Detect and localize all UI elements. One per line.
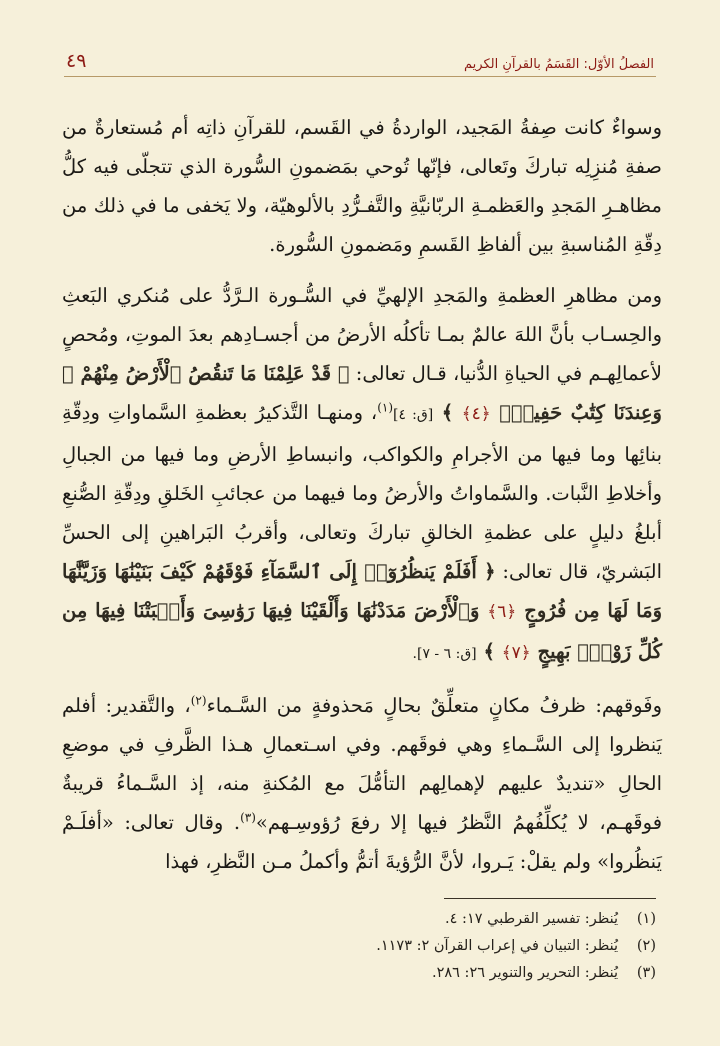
running-title: الفصلُ الأوّل: القَسَمُ بالقرآنِ الكريم (464, 57, 654, 72)
quran-verse: ﴾ (433, 401, 462, 424)
footnote (64, 933, 656, 960)
footnote-text: يُنظر: تفسير القرطبي ١٧: ٤. (445, 911, 618, 927)
footnote-marker: (٣) (240, 810, 256, 825)
header-divider (64, 76, 656, 77)
text-run: ، والتَّقدير: أفلم يَنظروا إلى السَّـماءِ وهي فوقَهم. وفي اسـتعمالِ هـذا الظَّرفِ في موضعِ الحالِ «تنديدٌ عليهم لإهمالِهم التأمُّلَ مع المُكنةِ منه، إذ السَّـماءُ قريبةٌ فوقَهـم، لا يُكلِّفُهمُ النَّظرُ فيها إلا رفعَ رُؤوسِـهم» (62, 694, 663, 834)
verse-reference: [ق: ٦ - ٧]. (412, 646, 477, 662)
footnote-number: (٣) (636, 965, 656, 981)
footnote (64, 906, 656, 933)
footnote (64, 960, 656, 987)
text-run: . وقال تعالى: «أفلَـمْ يَنظُروا» ولم يقلْ: يَـروا، لأنَّ الرُّؤيةَ أتمُّ وأكملُ مـن النَّظرِ، فهذا (62, 811, 662, 873)
ayah-number-marker: ﴿٤﴾ (461, 404, 491, 424)
main-text (62, 108, 662, 893)
paragraph (62, 276, 662, 674)
page-header (66, 46, 654, 72)
footnote-number: (١) (636, 911, 656, 927)
quran-verse: ﴿ قَدْ عَلِمْنَا مَا تَنقُصُ ٱلْأَرْضُ مِنْهُمْ ۖ وَعِندَنَا كِتَٰبٌ حَفِيظٌۢ (62, 362, 662, 424)
footnotes (64, 906, 656, 987)
page-number: ٤٩ (66, 50, 87, 72)
footnote-number: (٢) (636, 938, 656, 954)
paragraph (62, 686, 662, 881)
verse-reference: [ق: ٤] (393, 407, 434, 423)
quran-verse: ﴿ أَفَلَمْ يَنظُرُوٓا۟ إِلَى ٱلسَّمَآءِ فَوْقَهُمْ كَيْفَ بَنَيْنَٰهَا وَزَيَّنَّٰهَا وَمَا لَهَا مِن فُرُوجٍ (62, 560, 662, 622)
text-run: ومن مظاهرِ العظمةِ والمَجدِ الإلهيِّ في السُّـورة الـرَّدُّ على مُنكري البَعثِ والحِسـاب بأنَّ اللهَ عالمٌ بمـا تأكلُه الأرضُ من أجسـادِهم بعدَ الموتِ، ومُحصٍ لأعمالِهـم في الحياةِ الدُّنيا، قـال تعالى: (62, 284, 662, 385)
footnote-text: يُنظر: التحرير والتنوير ٢٦: ٢٨٦. (431, 965, 618, 981)
footnote-marker: (٢) (190, 693, 207, 708)
footnote-divider (444, 898, 656, 899)
text-run: ، ومنهـا التَّذكيرُ بعظمةِ السَّماواتِ ودِقّةِ بنائِها وما فيها من الأجرامِ والكواكب، وانبساطِ الأرضِ وما فيها من الجبالِ وأخلاطِ النَّبات. والسَّماواتُ والأرضُ وما فيهما من عجائبِ الخَلقِ ودِقّةِ الصُّنعِ أبلغُ دليلٍ على عظمةِ الخالقِ تباركَ وتعالى، وأقربُ البَراهينِ إلى الحسِّ البَشريّ، قال تعالى: (62, 401, 662, 583)
ayah-number-marker: ﴿٧﴾ (501, 643, 531, 663)
footnote-marker: (١) (377, 400, 394, 415)
text-run: وسواءٌ كانت صِفةُ المَجيد، الواردةُ في القَسم، للقرآنِ ذاتِه أم مُستعارةٌ من صفةِ مُنزِلِه تباركَ وتَعالى، فإنّها تُوحي بمَضمونِ السُّورة الذي تتجلّى فيه كلُّ مظاهـرِ المَجدِ والعَظمـةِ الربّانيَّةِ والتَّفـرُّدِ بالألوهيّة، ولا يَخفى ما في ذلك من دِقّةِ المُناسبةِ بين ألفاظِ القَسمِ ومَضمونِ السُّورة. (62, 116, 662, 256)
quran-verse: وَٱلْأَرْضَ مَدَدْنَٰهَا وَأَلْقَيْنَا فِيهَا رَوَٰسِىَ وَأَنۢبَتْنَا فِيهَا مِن كُلِّ زَوْجٍۭ بَهِيجٍ (62, 599, 662, 663)
paragraph (62, 108, 662, 264)
ayah-number-marker: ﴿٦﴾ (487, 602, 517, 622)
text-run: وفَوقهم: ظرفُ مكانٍ متعلِّقٌ بحالٍ مَحذوفةٍ من السَّـماء (206, 694, 662, 717)
footnote-text: يُنظر: التبيان في إعراب القرآن ٢: ١١٧٣. (376, 938, 618, 954)
quran-verse: ﴾ (476, 640, 502, 663)
